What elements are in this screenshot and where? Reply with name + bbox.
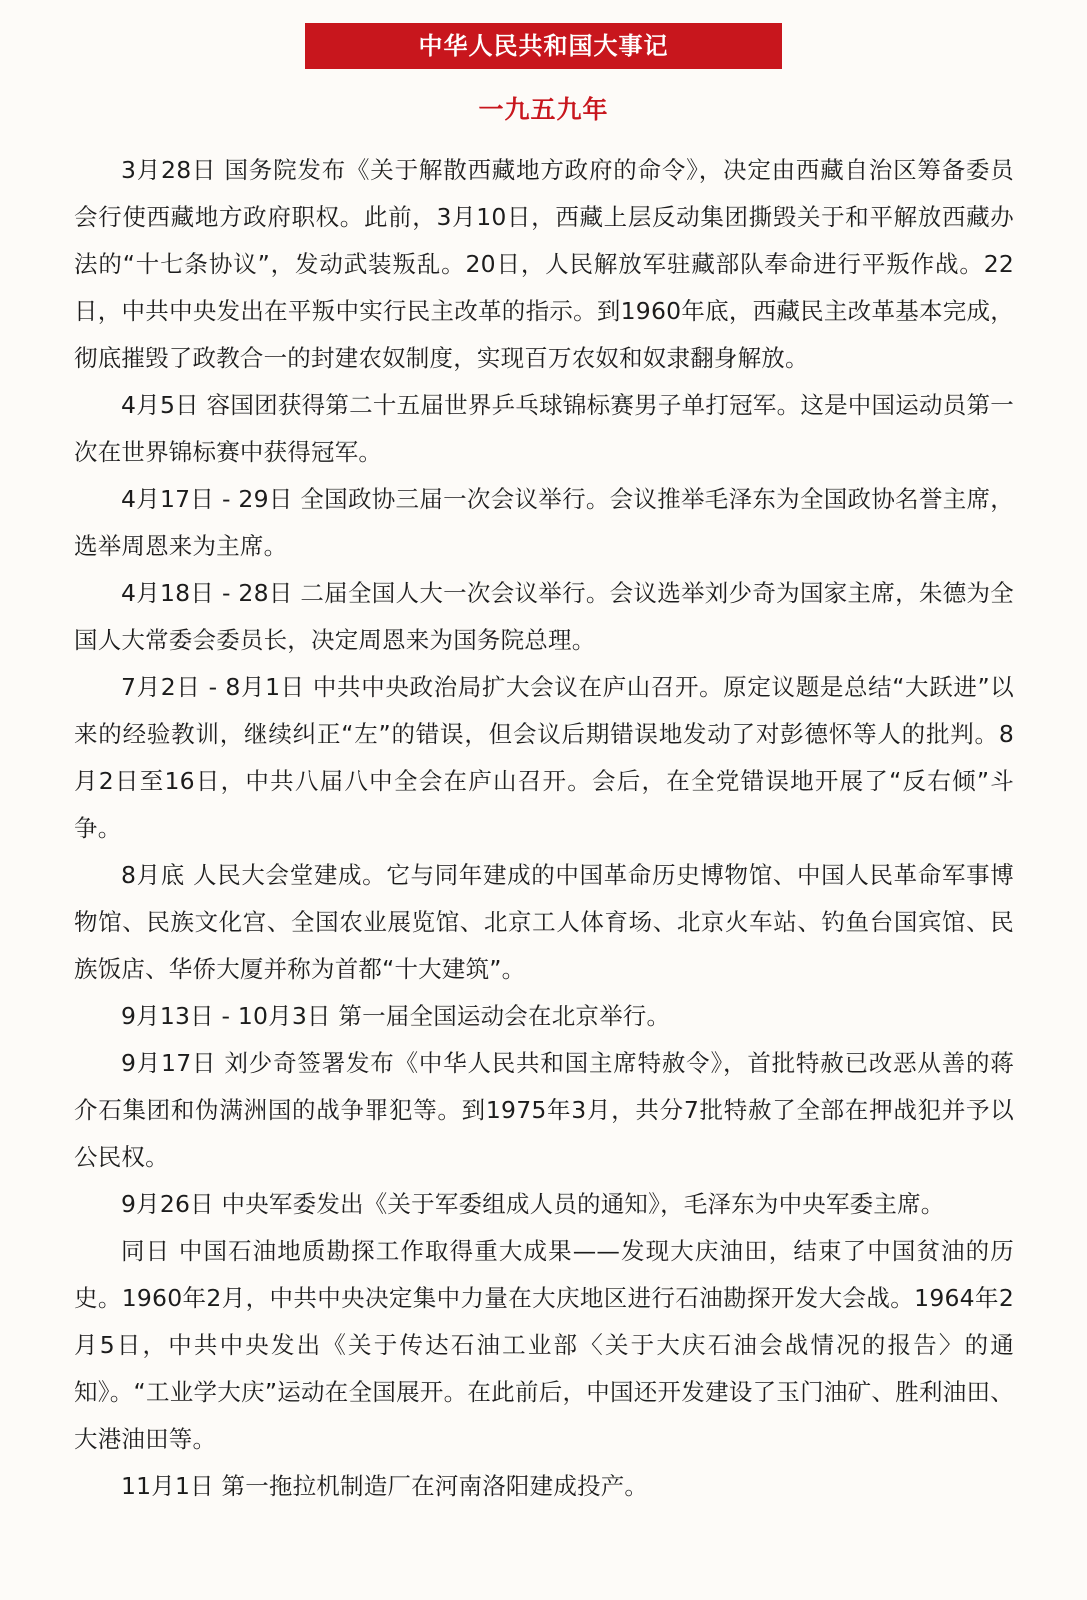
events-list xyxy=(74,147,1014,1510)
event-entry-sep-26: 9月26日 中央军委发出《关于军委组成人员的通知》，毛泽东为中央军委主席。 xyxy=(121,1190,945,1218)
event-entry-same-day: 同日 中国石油地质勘探工作取得重大成果——发现大庆油田，结束了中国贫油的历史。1960年2月，中共中央决定集中力量在大庆地区进行石油勘探开发大会战。1964年2月5日，中共中央发出《关于传达石油工业部〈关于大庆石油会战情况的报告〉的通知》。“工业学大庆”运动在全国展开。在此前后，中国还开发建设了玉门油矿、胜利油田、大港油田等。 xyxy=(74,1237,1014,1453)
event-entry-apr-17: 4月17日 - 29日 全国政协三届一次会议举行。会议推举毛泽东为全国政协名誉主席，选举周恩来为主席。 xyxy=(74,485,1014,560)
year-heading: 一九五九年 xyxy=(478,95,609,124)
event-entry-aug-end: 8月底 人民大会堂建成。它与同年建成的中国革命历史博物馆、中国人民革命军事博物馆、民族文化宫、全国农业展览馆、北京工人体育场、北京火车站、钓鱼台国宾馆、民族饭店、华侨大厦并称为首都“十大建筑”。 xyxy=(74,861,1014,983)
event-entry-sep-17: 9月17日 刘少奇签署发布《中华人民共和国主席特赦令》，首批特赦已改恶从善的蒋介石集团和伪满洲国的战争罪犯等。到1975年3月，共分7批特赦了全部在押战犯并予以公民权。 xyxy=(74,1049,1014,1171)
event-entry-apr-18: 4月18日 - 28日 二届全国人大一次会议举行。会议选举刘少奇为国家主席，朱德为全国人大常委会委员长，决定周恩来为国务院总理。 xyxy=(74,579,1014,654)
event-entry-jul-2: 7月2日 - 8月1日 中共中央政治局扩大会议在庐山召开。原定议题是总结“大跃进”以来的经验教训，继续纠正“左”的错误，但会议后期错误地发动了对彭德怀等人的批判。8月2日至16日，中共八届八中全会在庐山召开。会后，在全党错误地开展了“反右倾”斗争。 xyxy=(74,673,1014,842)
event-entry-sep-13: 9月13日 - 10月3日 第一届全国运动会在北京举行。 xyxy=(121,1002,671,1030)
event-entry-mar-28: 3月28日 国务院发布《关于解散西藏地方政府的命令》，决定由西藏自治区筹备委员会行使西藏地方政府职权。此前，3月10日，西藏上层反动集团撕毁关于和平解放西藏办法的“十七条协议”，发动武装叛乱。20日，人民解放军驻藏部队奉命进行平叛作战。22日，中共中央发出在平叛中实行民主改革的指示。到1960年底，西藏民主改革基本完成，彻底摧毁了政教合一的封建农奴制度，实现百万农奴和奴隶翻身解放。 xyxy=(74,156,1014,372)
event-entry-nov-1: 11月1日 第一拖拉机制造厂在河南洛阳建成投产。 xyxy=(121,1472,649,1500)
title-banner: 中华人民共和国大事记 xyxy=(305,23,782,69)
event-entry-apr-5: 4月5日 容国团获得第二十五届世界乒乓球锦标赛男子单打冠军。这是中国运动员第一次在世界锦标赛中获得冠军。 xyxy=(74,391,1014,466)
